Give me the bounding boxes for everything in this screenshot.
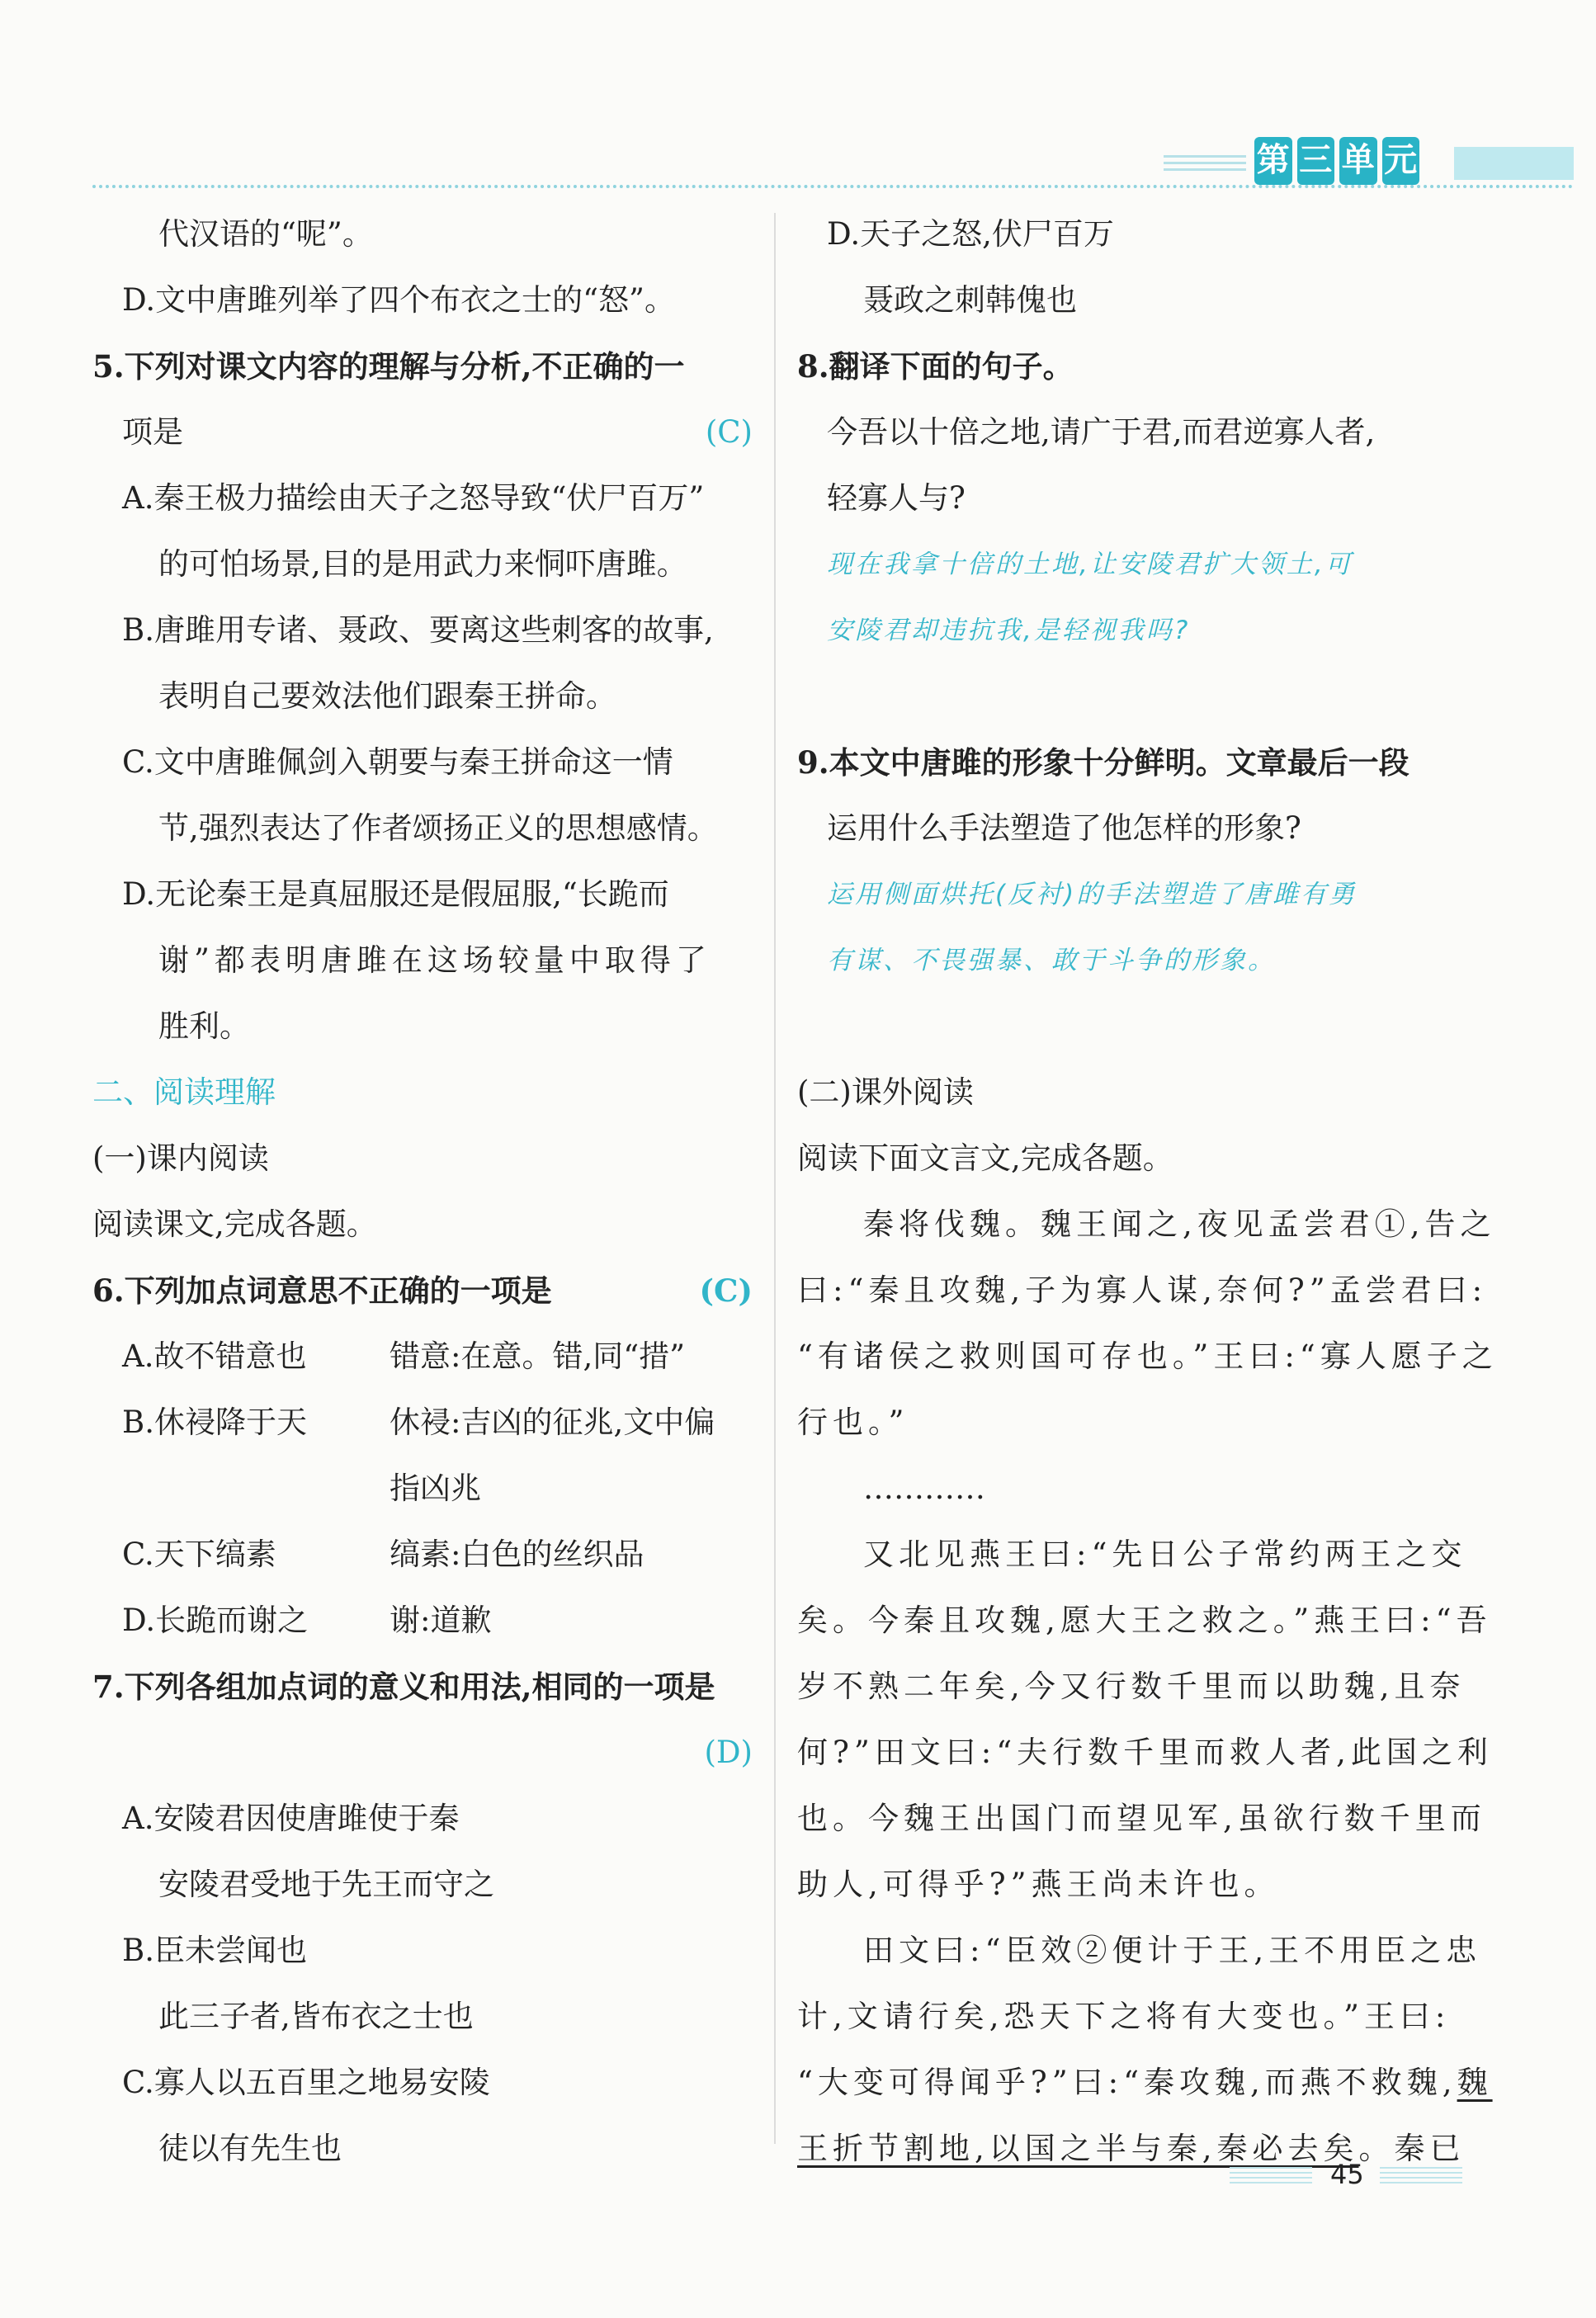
question-9: 9.本文中唐雎的形象十分鲜明。文章最后一段	[797, 744, 1409, 781]
option-a: A.秦王极力描绘由天子之怒导致“伏尸百万”	[122, 480, 705, 516]
option-a	[92, 1324, 753, 1390]
handwritten-answer: 有谋、不畏强暴、敢于斗争的形象。	[827, 946, 1276, 975]
question-6	[92, 1258, 753, 1324]
option-text: C.天下缟素	[122, 1537, 276, 1572]
header-bar	[1454, 147, 1574, 180]
passage-line: 又北见燕王曰:“先日公子常约两王之交	[863, 1537, 1467, 1572]
question-7: 7.下列各组加点词的意义和用法,相同的一项是	[92, 1669, 715, 1705]
option-d: D.天子之怒,伏尸百万	[827, 216, 1114, 252]
instruction: 阅读课文,完成各题。	[92, 1206, 377, 1242]
option-c	[92, 1522, 753, 1588]
passage-line: 曰:“秦且攻魏,子为寡人谋,奈何?”孟尝君曰:	[797, 1272, 1488, 1308]
question-9-cont: 运用什么手法塑造了他怎样的形象?	[827, 810, 1301, 846]
passage-line	[797, 2050, 1493, 2116]
page-number: 45	[1330, 2159, 1364, 2190]
left-column	[92, 201, 753, 2182]
option-definition: 休祲:吉凶的征兆,文中偏	[390, 1404, 715, 1440]
option-d: D.文中唐雎列举了四个布衣之士的“怒”。	[122, 282, 675, 318]
passage-line: 何?”田文曰:“夫行数千里而救人者,此国之利	[797, 1735, 1493, 1770]
option-c-cont: 徒以有先生也	[158, 2131, 342, 2166]
option-b-cont: 表明自己要效法他们跟秦王拼命。	[158, 678, 616, 714]
option-definition: 指凶兆	[390, 1471, 481, 1506]
header-decoration	[1164, 155, 1246, 175]
option-c-cont: 节,强烈表达了作者颂扬正义的思想感情。	[158, 810, 718, 846]
option-d	[92, 1588, 753, 1654]
question-5-tail: 项是	[122, 414, 183, 450]
right-column	[797, 201, 1498, 2182]
option-b-cont: 此三子者,皆布衣之士也	[158, 1999, 474, 2034]
page-number-decoration	[1230, 2167, 1312, 2183]
passage-line: 计,文请行矣,恐天下之将有大变也。”王曰:	[797, 1999, 1451, 2034]
underlined-text: 魏	[1457, 2065, 1493, 2100]
sentence: 轻寡人与?	[827, 480, 966, 516]
option-d-cont: 胜利。	[158, 1008, 250, 1044]
spacer	[797, 663, 1457, 729]
option-d: D.无论秦王是真屈服还是假屈服,“长跪而	[122, 876, 669, 912]
passage-line: “有诸侯之救则国可存也。”王曰:“寡人愿子之	[797, 1338, 1498, 1374]
spacer	[797, 994, 1457, 1060]
unit-char: 元	[1382, 137, 1420, 185]
passage-line: 岁不熟二年矣,今又行数千里而以助魏,且奈	[797, 1669, 1466, 1704]
answer-6: (C)	[699, 1272, 753, 1309]
answer-5: (C)	[705, 414, 753, 450]
passage-line: 田文曰:“臣效②便计于王,王不用臣之忠	[863, 1933, 1482, 1968]
option-c: C.寡人以五百里之地易安陵	[122, 2065, 490, 2100]
passage-text: 。秦已	[1358, 2131, 1466, 2166]
option-b-cont	[92, 1456, 753, 1522]
option-b: B.唐雎用专诸、聂政、要离这些刺客的故事,	[122, 612, 714, 648]
passage-line: 行也。”	[797, 1404, 909, 1440]
subsection-heading: (一)课内阅读	[92, 1140, 269, 1176]
question-6-text: 6.下列加点词意思不正确的一项是	[92, 1272, 552, 1309]
unit-char: 三	[1297, 137, 1335, 185]
column-divider	[774, 213, 776, 2144]
question-8: 8.翻译下面的句子。	[797, 348, 1074, 385]
header-dotted-line	[92, 185, 1574, 188]
question-5-cont	[92, 399, 753, 465]
option-c: C.文中唐雎佩剑入朝要与秦王拼命这一情	[122, 744, 673, 780]
section-heading: 二、阅读理解	[92, 1074, 276, 1110]
unit-char: 单	[1339, 137, 1377, 185]
page-number-decoration	[1380, 2167, 1462, 2183]
handwritten-answer: 现在我拿十倍的土地,让安陵君扩大领土,可	[827, 550, 1353, 579]
underlined-text: 王折节割地,以国之半与秦,秦必去矣	[797, 2131, 1359, 2166]
instruction: 阅读下面文言文,完成各题。	[797, 1140, 1173, 1176]
option-definition: 谢:道歉	[390, 1603, 492, 1638]
text-line: 代汉语的“呢”。	[158, 216, 373, 252]
option-d-cont: 聂政之刺韩傀也	[863, 282, 1077, 318]
passage-line: 矣。今秦且攻魏,愿大王之救之。”燕王曰:“吾	[797, 1603, 1492, 1638]
question-5: 5.下列对课文内容的理解与分析,不正确的一	[92, 348, 685, 385]
option-b: B.臣未尝闻也	[122, 1933, 307, 1968]
option-d-cont: 谢”都表明唐雎在这场较量中取得了	[158, 942, 711, 978]
option-text: B.休祲降于天	[122, 1404, 307, 1440]
handwritten-answer: 安陵君却违抗我,是轻视我吗?	[827, 616, 1191, 645]
option-text: D.长跪而谢之	[122, 1603, 309, 1638]
option-definition: 错意:在意。错,同“措”	[390, 1338, 686, 1374]
option-b	[92, 1390, 753, 1456]
option-a-cont: 的可怕场景,目的是用武力来恫吓唐雎。	[158, 546, 687, 582]
option-a-cont: 安陵君受地于先王而守之	[158, 1867, 494, 1902]
handwritten-answer: 运用侧面烘托(反衬)的手法塑造了唐雎有勇	[827, 880, 1358, 909]
option-definition: 缟素:白色的丝织品	[390, 1537, 645, 1572]
ellipsis: …………	[863, 1471, 985, 1506]
subsection-heading: (二)课外阅读	[797, 1074, 974, 1110]
unit-char: 第	[1254, 137, 1292, 185]
passage-line: 也。今魏王出国门而望见军,虽欲行数千里而	[797, 1801, 1486, 1836]
unit-label	[1254, 137, 1419, 185]
option-a: A.安陵君因使唐雎使于秦	[122, 1801, 460, 1836]
passage-text: “大变可得闻乎?”曰:“秦攻魏,而燕不救魏,	[797, 2065, 1457, 2100]
option-text: A.故不错意也	[122, 1338, 307, 1374]
answer-7: (D)	[704, 1735, 753, 1770]
sentence: 今吾以十倍之地,请广于君,而君逆寡人者,	[827, 414, 1376, 450]
passage-line: 秦将伐魏。魏王闻之,夜见孟尝君①,告之	[863, 1206, 1496, 1242]
passage-line: 助人,可得乎?”燕王尚未许也。	[797, 1867, 1280, 1902]
